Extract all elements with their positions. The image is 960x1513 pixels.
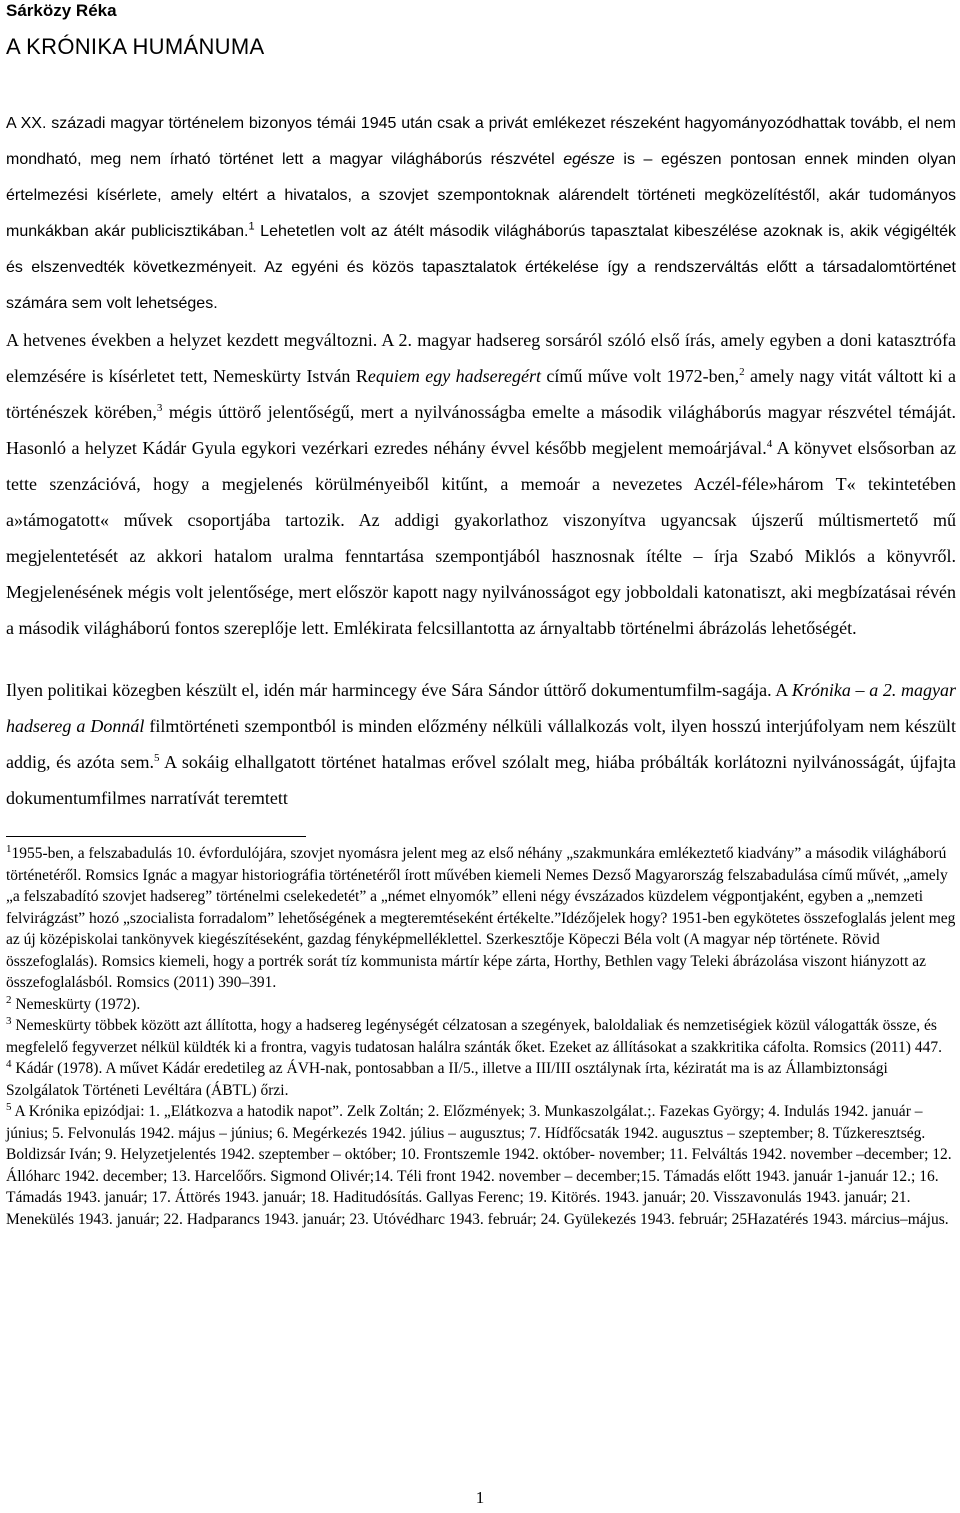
footnote-text: Kádár (1978). A művet Kádár eredetileg az ÁVH-nak, pontosabban a II/5., illetve a III/III osztálynak írta, kéziratát ma is az Állambiztonsági Szolgálatok Történeti Levéltára (ÁBTL) őrzi. <box>6 1060 888 1099</box>
footnote-number: 3 <box>6 1014 12 1027</box>
footnote-separator <box>6 836 306 837</box>
footnote-text: 1955-ben, a felszabadulás 10. évfordulójára, szovjet nyomásra jelent meg az első néhány „szakmunkára emlékeztető kiadvány” a második világháború történetéről. Romsics Ignác a magyar historiográfia történetéről írott művében kiemeli Nemes Dezső Magyarország felszabadulása című művét, „amely „a felszabadító szovjet hadsereg” történelmi cselekedetét” a „német elnyomók” elleni négy évszázados küzdelem végpontjaként, egyben a „nemzeti felvirágzást” hozó „szocialista forradalom” lehetőségének a megteremtéseként értékelte.”Idézőjelek hogy? 1951-ben egykötetes összefoglalás jelent meg az új középiskolai tankönyvek kiegészítéseként, gazdag fényképmelléklettel. Szerkesztője Köpeczi Béla volt (A magyar nép története. Rövid összefoglalás). Romsics kiemeli, hogy a portrék sorát tíz kommunista mártír képe zárta, Horthy, Bethlen vagy Teleki ábrázolása viszont hiányzott az összefoglalásból. Romsics (2011) 390–391. <box>6 845 956 991</box>
text-run: A könyvet elsősorban az tette szenzációvá, hogy a megjelenés körülményeiből kitűnt, a memoár a nevezetes Aczél-féle»három T« tekintetében a»támogatott« művek csoportjába tartozik. Az addigi gyakorlathoz viszonyítva ugyancsak újszerű múltismertető mű megjelentetését az akkori hatalom uralma fenntartása szempontjából hasznosnak ítélte – írja Szabó Miklós a könyvről. Megjelenésének mégis volt jelentősége, mert először kapott nagy nyilvánosságot egy jobboldali katonatiszt, aki megbízatásai révén a második világháború fontos szereplője lett. Emlékirata felcsillantotta az árnyaltabb történelmi ábrázolás lehetőségét. <box>6 438 956 638</box>
text-run: Lehetetlen volt az átélt második világháborús tapasztalat kibeszélése azoknak is, akik végigélték és elszenvedték következményeit. Az egyéni és közös tapasztalatok értékelése így a rendszerváltás előtt a társadalomtörténet számára sem volt lehetséges. <box>6 223 956 312</box>
footnote-4 <box>6 1058 956 1101</box>
footnote-text: Nemeskürty (1972). <box>15 995 141 1013</box>
paragraph-2 <box>6 322 956 646</box>
text-run: filmtörténeti szempontból is minden előzmény nélküli vállalkozás volt, ilyen hosszú interjúfolyam nem készült addig, és azóta sem. <box>6 716 956 772</box>
paragraph-spacer <box>6 646 956 672</box>
page-number: 1 <box>475 1488 485 1507</box>
text-run: mégis úttörő jelentőségű, mert a nyilvánosságba emelte a második világháborús magyar részvétel témáját. Hasonló a helyzet Kádár Gyula egykori vezérkari ezredes néhány évvel később megjelent memoárjával. <box>6 402 956 458</box>
footnote-number: 1 <box>6 842 12 855</box>
footnote-ref-2[interactable]: 2 <box>739 366 745 378</box>
italic-run: equiem egy hadseregért <box>367 366 541 386</box>
footnote-number: 4 <box>6 1057 12 1070</box>
footnotes <box>6 843 956 1230</box>
text-run: A hetvenes években a helyzet kezdett megváltozni. A 2. magyar hadsereg sorsáról szóló első írás, amely egyben a doni katasztrófa elemzésére is kísérletet tett, Nemeskürty István R <box>6 330 956 386</box>
paragraph-1 <box>6 106 956 322</box>
footnote-5 <box>6 1101 956 1230</box>
footnote-3 <box>6 1015 956 1058</box>
article-title: A KRÓNIKA HUMÁNUMA <box>6 34 265 59</box>
text-run: amely nagy vitát váltott ki a történészek körében, <box>6 366 957 422</box>
text-run: is – egészen pontosan ennek minden olyan értelmezési kísérlete, amely eltért a hivatalos, a szovjet szempontoknak alárendelt történeti megközelítéstől, akár tudományos munkákban akár publicisztikában. <box>6 151 957 240</box>
footnote-2 <box>6 994 956 1016</box>
footnote-number: 2 <box>6 993 12 1006</box>
text-run: Ilyen politikai közegben készült el, idén már harmincegy éve Sára Sándor úttörő dokumentumfilm-sagája. A <box>6 680 792 700</box>
text-run: A XX. századi magyar történelem bizonyos témái 1945 után csak a privát emlékezet részeként hagyományozódhattak tovább, el nem mondható, meg nem írható történet lett a magyar világháborús részvétel <box>6 115 956 168</box>
text-run: A sokáig elhallgatott történet hatalmas erővel szólalt meg, hiába próbálták korlátozni nyilvánosságát, újfajta dokumentumfilmes narratívát teremtett <box>6 752 956 808</box>
footnote-ref-4[interactable]: 4 <box>766 438 773 450</box>
author-name: Sárközy Réka <box>6 1 117 20</box>
footnote-ref-1[interactable]: 1 <box>248 220 255 233</box>
footnote-text: A Krónika epizódjai: 1. „Elátkozva a hatodik napot”. Zelk Zoltán; 2. Előzmények; 3. Munkaszolgálat.;. Fazekas György; 4. Indulás 1942. január – június; 5. Felvonulás 1942. május – június; 6. Megérkezés 1942. július – augusztus; 7. Hídfőcsaták 1942. augusztus – szeptember; 8. Tűzkeresztség. Boldizsár Iván; 9. Helyzetjelentés 1942. szeptember – október; 10. Frontszemle 1942. október- november; 11. Felváltás 1942. november –december; 12. Állóharc 1942. december; 13. Harcelőőrs. Sigmond Olivér;14. Téli front 1942. november – december;15. Támadás előtt 1943. január 1-január 12.; 16. Támadás 1943. január; 17. Áttörés 1943. január; 18. Haditudósítás. Gallyas Ferenc; 19. Kitörés. 1943. január; 20. Visszavonulás 1943. január; 21. Menekülés 1943. január; 22. Hadparancs 1943. január; 23. Utóvédharc 1943. február; 24. Gyülekezés 1943. február; 25Hazatérés 1943. március–május. <box>6 1103 952 1228</box>
footnote-1 <box>6 843 956 994</box>
italic-run: Krónika – a 2. magyar hadsereg a Donnál <box>6 680 956 736</box>
document-page <box>6 0 956 1230</box>
footnote-ref-3[interactable]: 3 <box>156 402 163 414</box>
italic-run: egésze <box>563 151 615 168</box>
text-run: című műve volt 1972-ben, <box>540 366 740 386</box>
paragraph-3 <box>6 672 956 816</box>
footnote-number: 5 <box>6 1100 12 1113</box>
footnote-ref-5[interactable]: 5 <box>153 752 160 764</box>
footnote-text: Nemeskürty többek között azt állította, hogy a hadsereg legénységét célzatosan a szegények, baloldaliak és nemzetiségiek közül válogatták össze, és megfelelő fegyverzet nélkül küldték ki a frontra, vagyis tudatosan halálra szánták őket. Ezeket az állításokat a szakkritika cáfolta. Romsics (2011) 447. <box>6 1017 942 1056</box>
